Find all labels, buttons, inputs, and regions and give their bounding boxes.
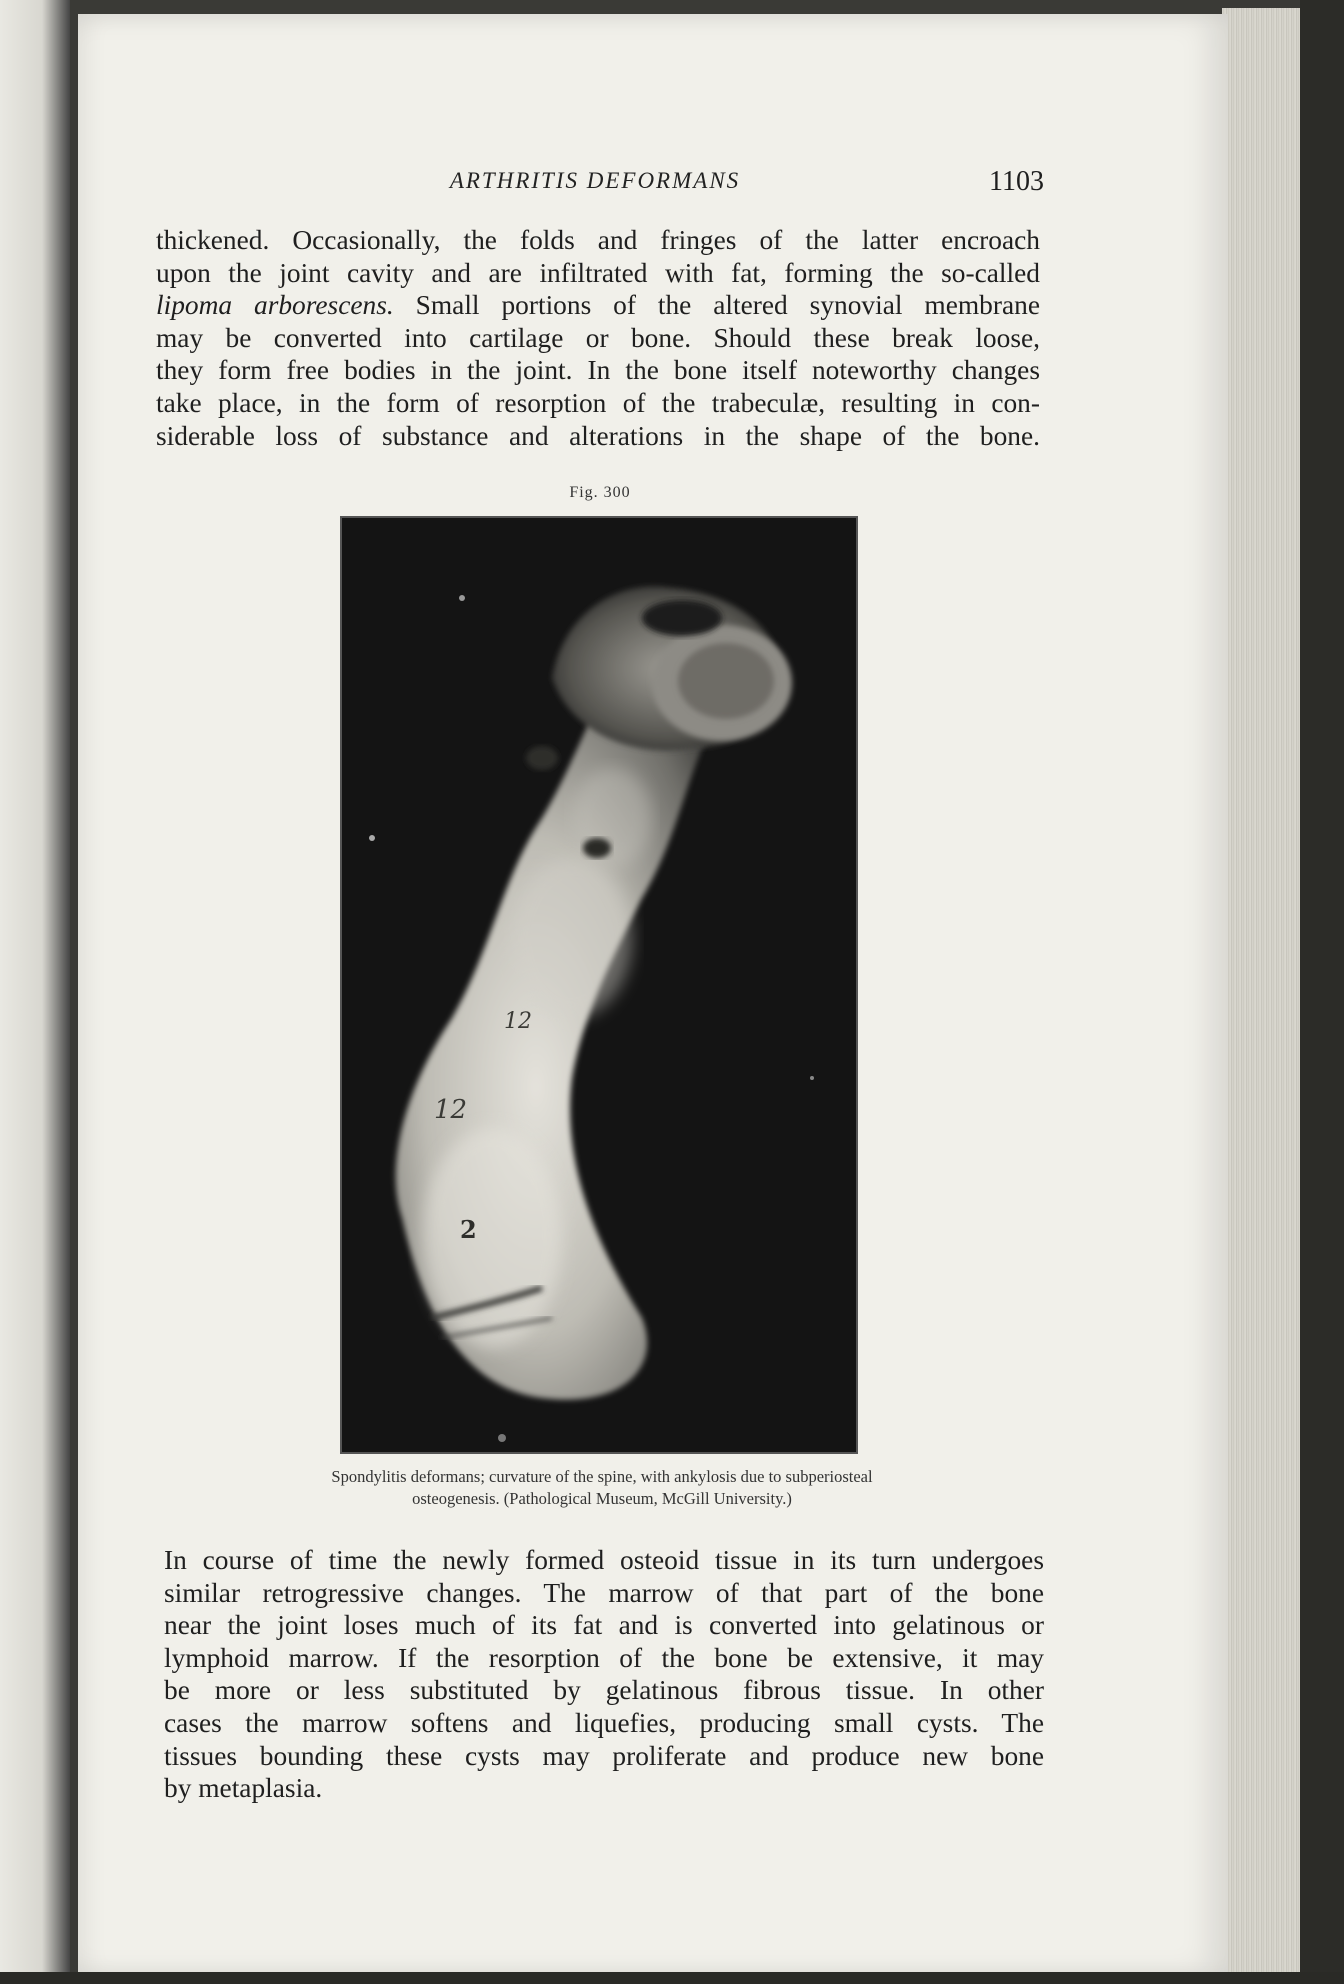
figure-caption	[214, 1466, 990, 1510]
text-line: by metaplasia.	[164, 1773, 323, 1804]
caption-line: Spondylitis deformans; curvature of the spine, with ankylosis due to subperiosteal	[331, 1467, 873, 1486]
figure-photograph	[340, 516, 858, 1454]
text-line: may be converted into cartilage or bone. Should these break loose,	[156, 322, 1040, 353]
text-line: tissues bounding these cysts may proliferate and produce new bone	[164, 1740, 1044, 1771]
specimen-mark: 2	[460, 1215, 477, 1244]
running-head: ARTHRITIS DEFORMANS	[449, 168, 741, 193]
text-line	[156, 289, 1040, 322]
text-line: thickened. Occasionally, the folds and fringes of the latter encroach	[156, 225, 1040, 255]
figure-label: Fig. 300	[569, 484, 631, 501]
text-line: they form free bodies in the joint. In the bone itself noteworthy changes	[156, 355, 1040, 386]
text-line: be more or less substituted by gelatinous fibrous tissue. In other	[164, 1675, 1044, 1706]
caption-line: osteogenesis. (Pathological Museum, McGill University.)	[412, 1489, 792, 1508]
text-line: lymphoid marrow. If the resorption of the bone be extensive, it may	[164, 1642, 1044, 1673]
paragraph-bottom	[164, 1544, 1044, 1805]
page-number: 1103	[989, 166, 1044, 197]
spine-specimen-image	[342, 518, 856, 1452]
book-cover-edge	[1300, 0, 1344, 1984]
page-edges	[1222, 8, 1304, 1976]
bottom-edge	[0, 1972, 1344, 1984]
text-line: similar retrogressive changes. The marrow of that part of the bone	[164, 1577, 1044, 1608]
text-line: take place, in the form of resorption of the trabeculæ, resulting in con-	[156, 387, 1040, 418]
text-line: siderable loss of substance and alterations in the shape of the bone.	[156, 420, 1040, 451]
text-run: Small portions of the altered synovial membrane	[393, 290, 1040, 321]
facing-page-edge	[0, 0, 70, 1984]
italic-term: lipoma arborescens.	[156, 290, 394, 321]
text-line: upon the joint cavity and are infiltrated with fat, forming the so-called	[156, 257, 1040, 288]
specimen-mark: 12	[504, 1009, 532, 1034]
text-line: near the joint loses much of its fat and is converted into gelatinous or	[164, 1610, 1044, 1641]
specimen-mark: 12	[434, 1095, 468, 1125]
text-line: cases the marrow softens and liquefies, producing small cysts. The	[164, 1707, 1044, 1738]
paragraph-top	[156, 224, 1040, 452]
text-line: In course of time the newly formed osteoid tissue in its turn undergoes	[164, 1545, 1044, 1575]
